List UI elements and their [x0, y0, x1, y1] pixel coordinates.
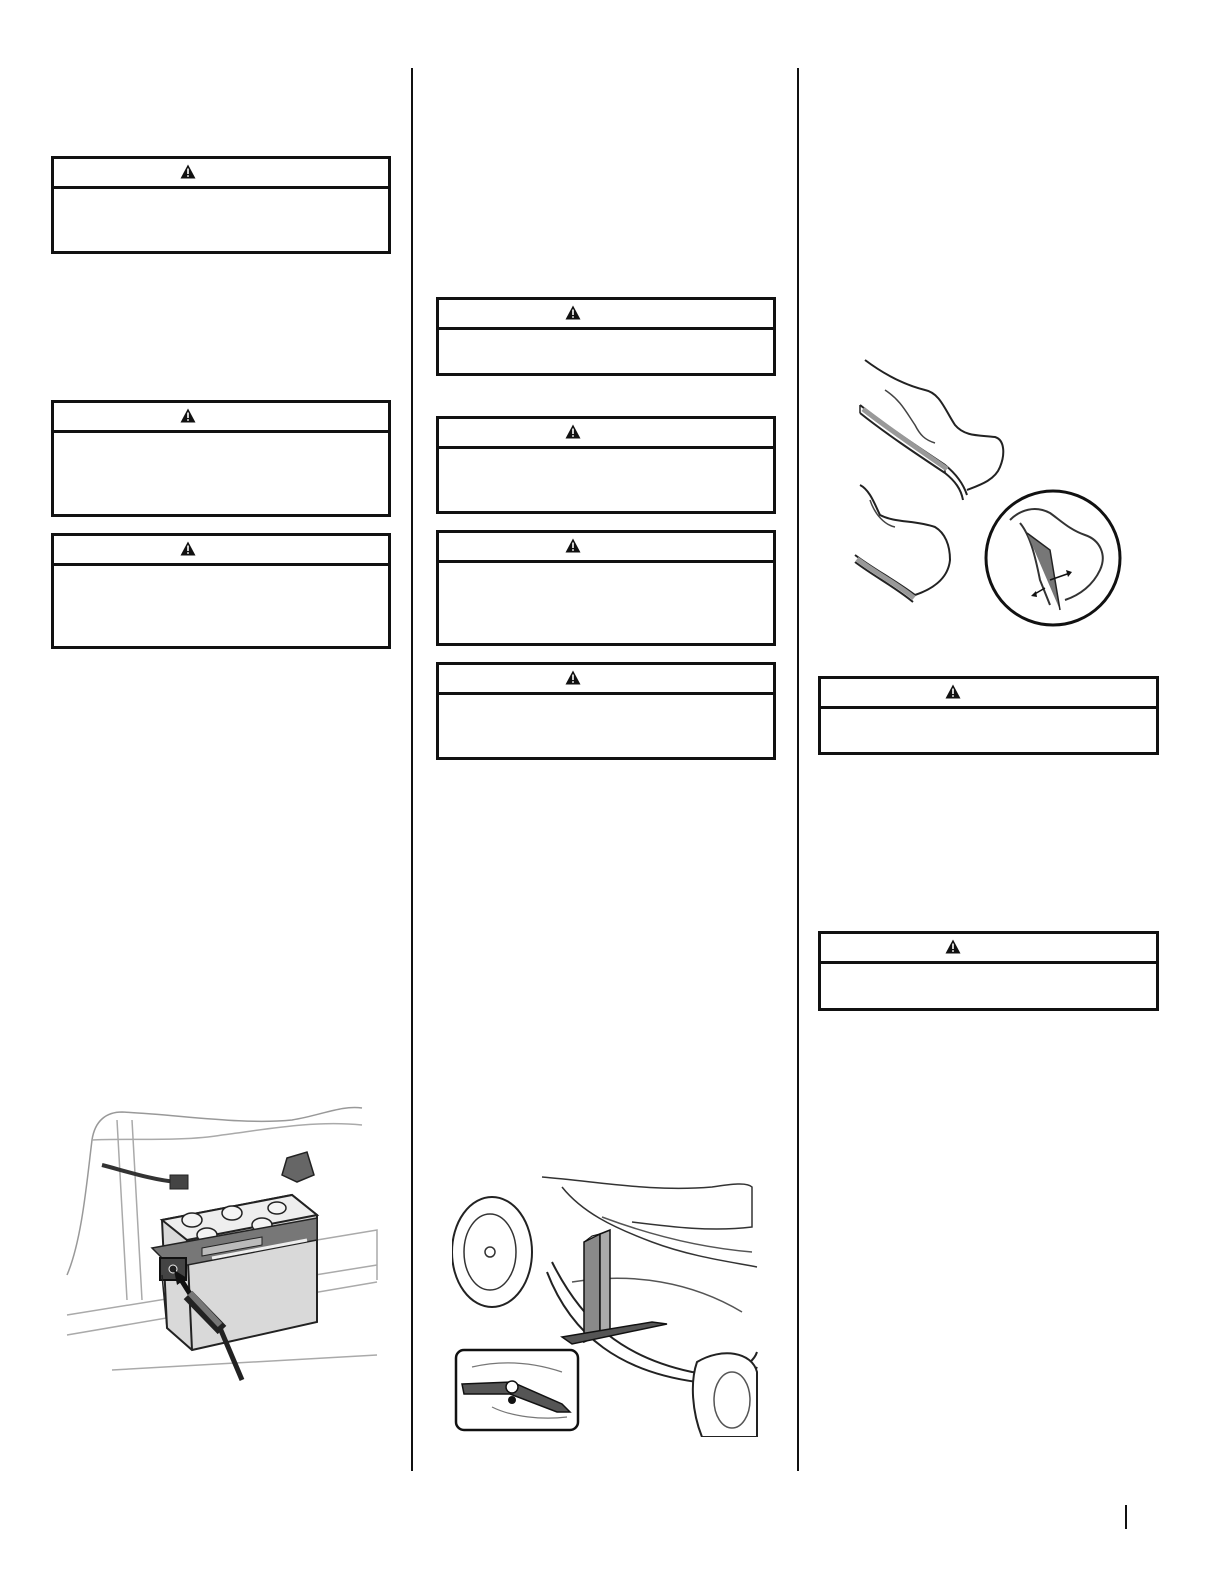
battery-charger-figure: [62, 1100, 382, 1385]
warning-triangle-icon: [565, 670, 581, 685]
warning-triangle-icon: [565, 305, 581, 320]
warning-triangle-icon: [945, 939, 961, 954]
blade-sharpening-figure: [845, 355, 1135, 635]
blade-block-figure: [452, 1172, 762, 1437]
warning-triangle-icon: [180, 164, 196, 179]
warning-box: [436, 662, 776, 760]
warning-box: [818, 931, 1159, 1011]
warning-box: [436, 416, 776, 514]
page-number-marker: [1125, 1505, 1127, 1529]
warning-triangle-icon: [180, 408, 196, 423]
warning-box: [436, 530, 776, 646]
column-divider-right: [797, 68, 799, 1471]
warning-box: [51, 156, 391, 254]
warning-box: [818, 676, 1159, 755]
warning-triangle-icon: [180, 541, 196, 556]
warning-box: [51, 533, 391, 649]
warning-box: [436, 297, 776, 376]
warning-triangle-icon: [565, 538, 581, 553]
warning-triangle-icon: [945, 684, 961, 699]
column-divider-left: [411, 68, 413, 1471]
warning-triangle-icon: [565, 424, 581, 439]
warning-box: [51, 400, 391, 517]
